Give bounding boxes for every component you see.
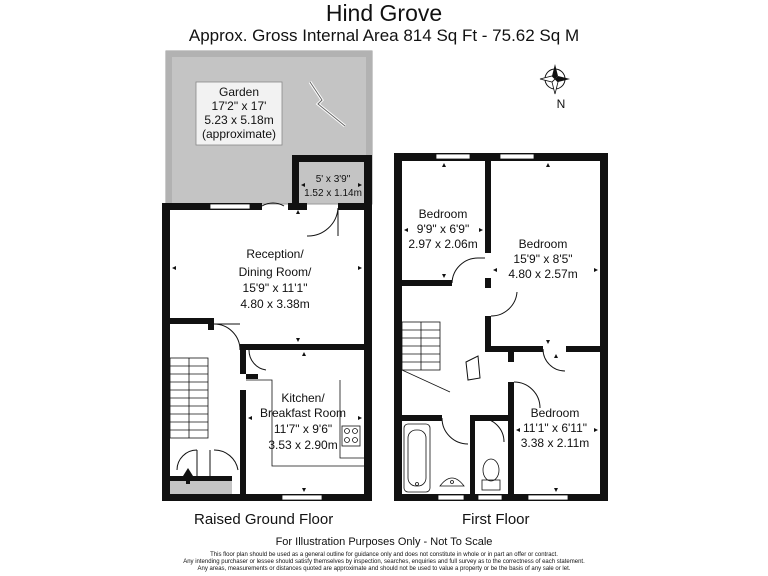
bedroom-third-name: Bedroom: [530, 406, 580, 420]
bedroom-small-imperial: 9'9" x 6'9": [416, 222, 470, 236]
ground-floor-label: Raised Ground Floor: [194, 511, 334, 528]
garden-note: (approximate): [201, 127, 277, 141]
reception-metric: 4.80 x 3.38m: [240, 297, 310, 311]
disclaimer-line-3: Any areas, measurements or distances quoted are approximate and should not be used to value a property or be the basis of any sale or let.: [197, 566, 571, 572]
page-title: Hind Grove: [325, 0, 443, 26]
kitchen-metric: 3.53 x 2.90m: [268, 438, 338, 452]
disclaimer-heading: For Illustration Purposes Only - Not To Scale: [275, 536, 493, 548]
bedroom-main-name: Bedroom: [518, 237, 568, 251]
ground-stairs: [170, 358, 208, 438]
kitchen-imperial: 11'7" x 9'6": [273, 422, 333, 436]
first-floor-label: First Floor: [462, 511, 530, 528]
kitchen-name-2: Breakfast Room: [259, 406, 347, 420]
garden-metric: 5.23 x 5.18m: [204, 113, 274, 127]
bedroom-small-name: Bedroom: [418, 207, 468, 221]
reception-imperial: 15'9" x 11'1": [242, 281, 308, 295]
bathroom-fixtures: [404, 424, 500, 492]
disclaimer-line-1: This floor plan should be used as a general outline for guidance only and does not constitute in whole or in part an offer or contract.: [210, 552, 558, 558]
area-subtitle: Approx. Gross Internal Area 814 Sq Ft - 75.62 Sq M: [188, 26, 580, 45]
store-imperial: 5' x 3'9": [315, 174, 351, 185]
compass-north-label: N: [556, 97, 566, 111]
reception-name-1: Reception/: [246, 247, 304, 261]
bedroom-small-metric: 2.97 x 2.06m: [408, 237, 478, 251]
porch-area: [170, 481, 232, 494]
bedroom-main-metric: 4.80 x 2.57m: [508, 267, 578, 281]
kitchen-name-1: Kitchen/: [281, 391, 325, 405]
disclaimer-line-2: Any intending purchaser or lessee should satisfy themselves by inspection, searches, enquiries and full survey as to the correctness of each statement.: [183, 559, 585, 565]
bedroom-main-imperial: 15'9" x 8'5": [513, 252, 573, 266]
ground-floor-walls: [162, 155, 372, 501]
garden-name: Garden: [218, 85, 260, 99]
garden-imperial: 17'2" x 17': [211, 99, 267, 113]
reception-name-2: Dining Room/: [238, 265, 312, 279]
bedroom-third-imperial: 11'1" x 6'11": [522, 421, 588, 435]
first-stairs: [402, 322, 450, 392]
bedroom-third-metric: 3.38 x 2.11m: [520, 436, 590, 450]
compass-icon: [540, 64, 570, 111]
entrance-arrow-icon: [183, 468, 193, 476]
store-metric: 1.52 x 1.14m: [304, 188, 362, 199]
